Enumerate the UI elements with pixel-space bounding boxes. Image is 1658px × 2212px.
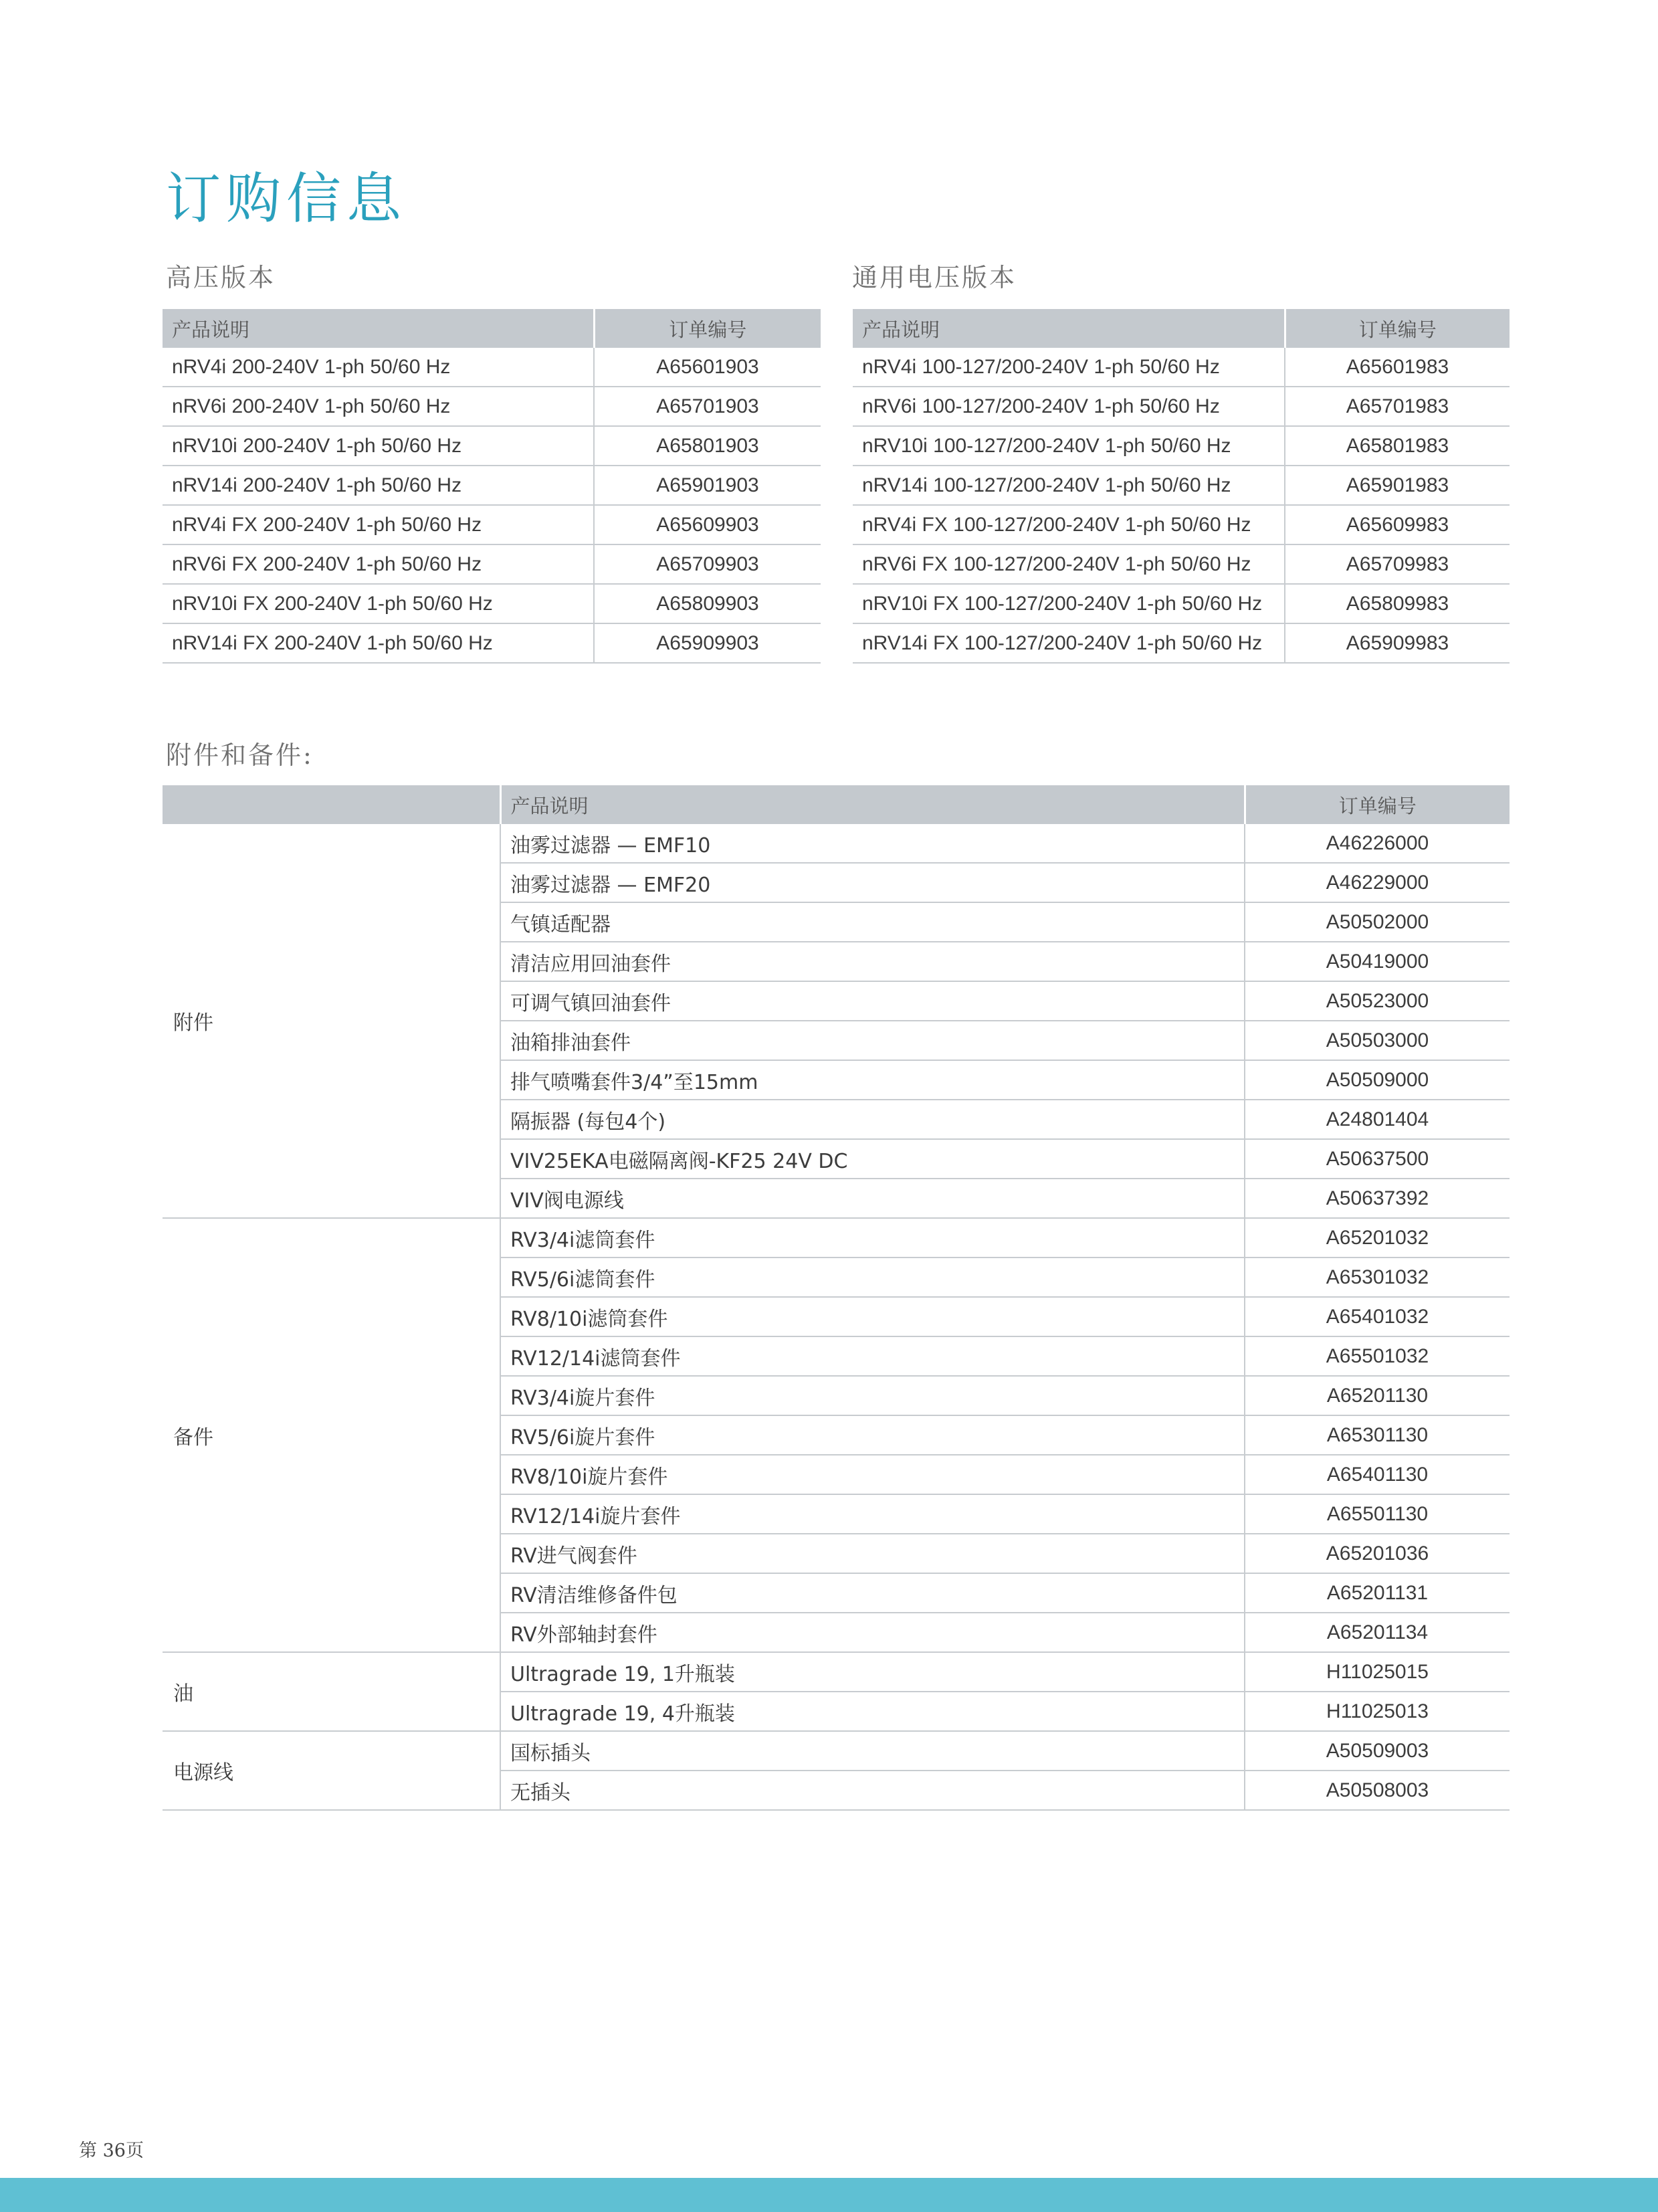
product-description: nRV10i 200-240V 1-ph 50/60 Hz bbox=[163, 426, 594, 466]
order-number: A65909983 bbox=[1285, 623, 1510, 663]
product-description: nRV6i 100-127/200-240V 1-ph 50/60 Hz bbox=[853, 387, 1285, 426]
order-number: A65501130 bbox=[1245, 1494, 1510, 1534]
table-row bbox=[853, 387, 1510, 426]
group-label: 备件 bbox=[163, 1218, 500, 1652]
table-row bbox=[163, 1652, 1510, 1692]
high-voltage-table bbox=[163, 309, 821, 664]
order-number: A65201036 bbox=[1245, 1534, 1510, 1573]
product-description: nRV6i 200-240V 1-ph 50/60 Hz bbox=[163, 387, 594, 426]
order-number: A65201134 bbox=[1245, 1613, 1510, 1652]
table-row bbox=[853, 426, 1510, 466]
product-description: VIV阀电源线 bbox=[500, 1179, 1245, 1218]
order-number: A65301130 bbox=[1245, 1415, 1510, 1455]
product-description: Ultragrade 19, 1升瓶装 bbox=[500, 1652, 1245, 1692]
column-header-order-number: 订单编号 bbox=[1245, 785, 1510, 824]
order-number: A65301032 bbox=[1245, 1258, 1510, 1297]
universal-voltage-heading: 通用电压版本 bbox=[852, 263, 1017, 292]
table-row bbox=[163, 1218, 1510, 1258]
order-number: A65701983 bbox=[1285, 387, 1510, 426]
order-number: A50637500 bbox=[1245, 1139, 1510, 1179]
product-description: RV5/6i滤筒套件 bbox=[500, 1258, 1245, 1297]
order-number: A65701903 bbox=[594, 387, 821, 426]
product-description: RV3/4i旋片套件 bbox=[500, 1376, 1245, 1415]
product-description: 隔振器 (每包4个) bbox=[500, 1100, 1245, 1139]
table-row bbox=[163, 544, 821, 584]
product-description: RV8/10i滤筒套件 bbox=[500, 1297, 1245, 1336]
column-header-description: 产品说明 bbox=[853, 309, 1285, 348]
order-number: A65709903 bbox=[594, 544, 821, 584]
order-number: A50523000 bbox=[1245, 981, 1510, 1021]
order-number: A65901903 bbox=[594, 466, 821, 505]
page-title: 订购信息 bbox=[166, 167, 407, 231]
product-description: nRV6i FX 100-127/200-240V 1-ph 50/60 Hz bbox=[853, 544, 1285, 584]
order-number: A65809983 bbox=[1285, 584, 1510, 623]
universal-voltage-table bbox=[853, 309, 1510, 664]
product-description: RV清洁维修备件包 bbox=[500, 1573, 1245, 1613]
product-description: 油雾过滤器 — EMF20 bbox=[500, 863, 1245, 902]
product-description: 可调气镇回油套件 bbox=[500, 981, 1245, 1021]
order-number: A46226000 bbox=[1245, 824, 1510, 863]
column-header-description: 产品说明 bbox=[500, 785, 1245, 824]
high-voltage-heading: 高压版本 bbox=[166, 263, 276, 292]
product-description: nRV14i 100-127/200-240V 1-ph 50/60 Hz bbox=[853, 466, 1285, 505]
table-row bbox=[163, 348, 821, 387]
order-number: A65809903 bbox=[594, 584, 821, 623]
order-number: A50419000 bbox=[1245, 942, 1510, 981]
product-description: 排气喷嘴套件3/4”至15mm bbox=[500, 1060, 1245, 1100]
order-number: A50509000 bbox=[1245, 1060, 1510, 1100]
product-description: nRV4i 200-240V 1-ph 50/60 Hz bbox=[163, 348, 594, 387]
order-number: A50503000 bbox=[1245, 1021, 1510, 1060]
accessories-heading: 附件和备件: bbox=[166, 740, 314, 770]
column-header-order-number: 订单编号 bbox=[594, 309, 821, 348]
table-row bbox=[853, 466, 1510, 505]
product-description: RV12/14i滤筒套件 bbox=[500, 1336, 1245, 1376]
product-description: 气镇适配器 bbox=[500, 902, 1245, 942]
order-number: A65609903 bbox=[594, 505, 821, 544]
order-number: A65501032 bbox=[1245, 1336, 1510, 1376]
table-row bbox=[853, 348, 1510, 387]
order-number: A65201131 bbox=[1245, 1573, 1510, 1613]
product-description: RV12/14i旋片套件 bbox=[500, 1494, 1245, 1534]
product-description: 无插头 bbox=[500, 1771, 1245, 1810]
product-description: nRV4i FX 200-240V 1-ph 50/60 Hz bbox=[163, 505, 594, 544]
order-number: A50637392 bbox=[1245, 1179, 1510, 1218]
group-label: 电源线 bbox=[163, 1731, 500, 1810]
table-row bbox=[853, 544, 1510, 584]
order-number: A65709983 bbox=[1285, 544, 1510, 584]
product-description: 清洁应用回油套件 bbox=[500, 942, 1245, 981]
column-header-order-number: 订单编号 bbox=[1285, 309, 1510, 348]
order-number: A65401032 bbox=[1245, 1297, 1510, 1336]
order-number: A65909903 bbox=[594, 623, 821, 663]
column-header-group bbox=[163, 785, 500, 824]
table-row bbox=[163, 505, 821, 544]
order-number: A46229000 bbox=[1245, 863, 1510, 902]
footer-bar bbox=[0, 2178, 1658, 2212]
product-description: Ultragrade 19, 4升瓶装 bbox=[500, 1692, 1245, 1731]
order-number: A65609983 bbox=[1285, 505, 1510, 544]
table-row bbox=[853, 623, 1510, 663]
product-description: nRV14i 200-240V 1-ph 50/60 Hz bbox=[163, 466, 594, 505]
table-row bbox=[163, 824, 1510, 863]
product-description: 国标插头 bbox=[500, 1731, 1245, 1771]
product-description: nRV14i FX 100-127/200-240V 1-ph 50/60 Hz bbox=[853, 623, 1285, 663]
table-row bbox=[163, 623, 821, 663]
order-number: A50508003 bbox=[1245, 1771, 1510, 1810]
order-number: A65801903 bbox=[594, 426, 821, 466]
order-number: A65201032 bbox=[1245, 1218, 1510, 1258]
table-row bbox=[163, 466, 821, 505]
product-description: nRV10i 100-127/200-240V 1-ph 50/60 Hz bbox=[853, 426, 1285, 466]
product-description: 油箱排油套件 bbox=[500, 1021, 1245, 1060]
table-row bbox=[163, 426, 821, 466]
product-description: RV3/4i滤筒套件 bbox=[500, 1218, 1245, 1258]
order-number: A65201130 bbox=[1245, 1376, 1510, 1415]
group-label: 附件 bbox=[163, 824, 500, 1218]
product-description: VIV25EKA电磁隔离阀-KF25 24V DC bbox=[500, 1139, 1245, 1179]
product-description: RV5/6i旋片套件 bbox=[500, 1415, 1245, 1455]
order-number: A50509003 bbox=[1245, 1731, 1510, 1771]
page-number: 第 36页 bbox=[79, 2140, 144, 2161]
order-number: H11025013 bbox=[1245, 1692, 1510, 1731]
order-number: A65401130 bbox=[1245, 1455, 1510, 1494]
product-description: RV外部轴封套件 bbox=[500, 1613, 1245, 1652]
order-number: A65901983 bbox=[1285, 466, 1510, 505]
accessories-table bbox=[163, 785, 1510, 1811]
product-description: nRV10i FX 100-127/200-240V 1-ph 50/60 Hz bbox=[853, 584, 1285, 623]
product-description: nRV4i FX 100-127/200-240V 1-ph 50/60 Hz bbox=[853, 505, 1285, 544]
product-description: 油雾过滤器 — EMF10 bbox=[500, 824, 1245, 863]
table-row bbox=[853, 505, 1510, 544]
product-description: nRV6i FX 200-240V 1-ph 50/60 Hz bbox=[163, 544, 594, 584]
group-label: 油 bbox=[163, 1652, 500, 1731]
order-number: A65601983 bbox=[1285, 348, 1510, 387]
table-row bbox=[163, 387, 821, 426]
product-description: nRV10i FX 200-240V 1-ph 50/60 Hz bbox=[163, 584, 594, 623]
order-number: A50502000 bbox=[1245, 902, 1510, 942]
product-description: nRV4i 100-127/200-240V 1-ph 50/60 Hz bbox=[853, 348, 1285, 387]
column-header-description: 产品说明 bbox=[163, 309, 594, 348]
table-row bbox=[163, 584, 821, 623]
table-header-row bbox=[163, 309, 821, 348]
table-row bbox=[163, 1731, 1510, 1771]
product-description: RV8/10i旋片套件 bbox=[500, 1455, 1245, 1494]
table-header-row bbox=[163, 785, 1510, 824]
order-number: A24801404 bbox=[1245, 1100, 1510, 1139]
order-number: A65601903 bbox=[594, 348, 821, 387]
product-description: nRV14i FX 200-240V 1-ph 50/60 Hz bbox=[163, 623, 594, 663]
table-header-row bbox=[853, 309, 1510, 348]
table-row bbox=[853, 584, 1510, 623]
product-description: RV进气阀套件 bbox=[500, 1534, 1245, 1573]
order-number: A65801983 bbox=[1285, 426, 1510, 466]
order-number: H11025015 bbox=[1245, 1652, 1510, 1692]
